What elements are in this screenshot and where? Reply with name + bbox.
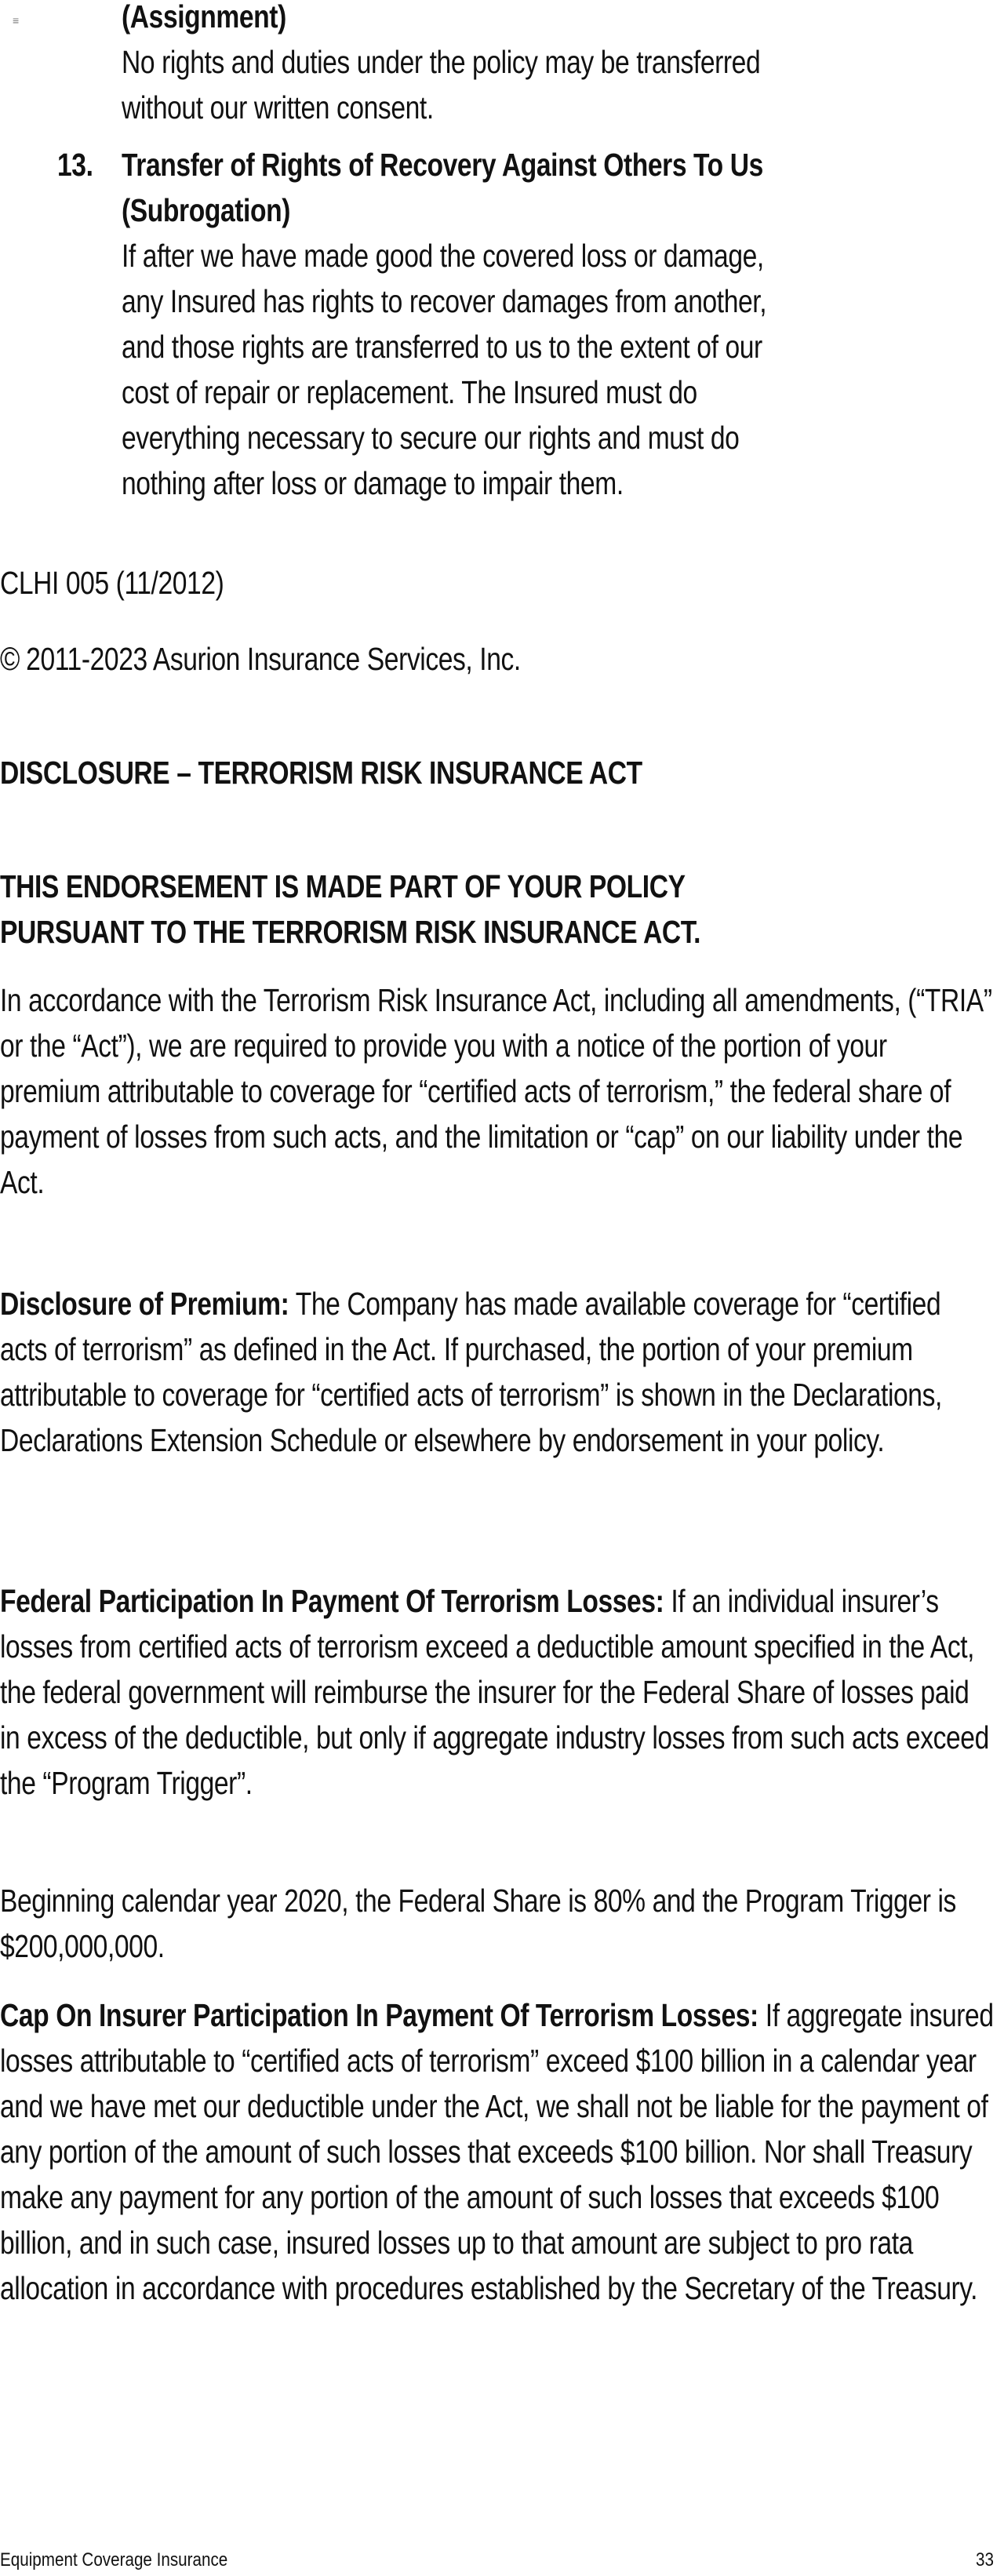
federal-label: Federal Participation In Payment Of Terrorism Losses: <box>0 1583 664 1619</box>
premium-label: Disclosure of Premium: <box>0 1286 289 1322</box>
year-paragraph: Beginning calendar year 2020, the Federal Share is 80% and the Program Trigger is $200,000,000. <box>0 1883 956 1964</box>
federal-body: If an individual insurer’s losses from certified acts of terrorism exceed a deductible amount specified in the Act, the federal government will reimburse the insurer for the Federal Share of losses paid in excess of the deductible, but only if aggregate industry losses from such acts exceed the “Program Trigger”. <box>0 1583 989 1801</box>
endorsement-heading-line-2: PURSUANT TO THE TERRORISM RISK INSURANCE ACT. <box>0 914 701 950</box>
subrogation-title-line-2: (Subrogation) <box>122 192 291 228</box>
premium-body: The Company has made available coverage for “certified acts of terrorism” as defined in the Act. If purchased, the portion of your premium attributable to coverage for “certified acts of terrorism” is shown in the Declarations, Declarations Extension Schedule or elsewhere by endorsement in your policy. <box>0 1286 942 1458</box>
footer-title: Equipment Coverage Insurance <box>0 2549 228 2571</box>
copyright-symbol: © <box>0 640 20 677</box>
cap-label: Cap On Insurer Participation In Payment Of Terrorism Losses: <box>0 1997 758 2033</box>
subrogation-title-line-1: Transfer of Rights of Recovery Against Others To Us <box>122 147 763 183</box>
premium-paragraph <box>0 1281 994 1463</box>
endorsement-heading-line-1: THIS ENDORSEMENT IS MADE PART OF YOUR POLICY <box>0 868 686 904</box>
federal-paragraph <box>0 1578 994 1806</box>
form-id: CLHI 005 (11/2012) <box>0 565 224 601</box>
section-number: 13. <box>57 147 93 183</box>
assignment-body: No rights and duties under the policy may be transferred without our written consent. <box>122 44 761 126</box>
intro-paragraph: In accordance with the Terrorism Risk Insurance Act, including all amendments, (“TRIA” or the “Act”), we are required to provide you with a notice of the portion of your premium attributable to coverage for “certified acts of terrorism,” the federal share of payment of losses from such acts, and the limitation or “cap” on our liability under the Act. <box>0 982 992 1200</box>
page-number: 33 <box>976 2549 994 2571</box>
cap-body: If aggregate insured losses attributable to “certified acts of terrorism” exceed $100 billion in a calendar year and we have met our deductible under the Act, we shall not be liable for the payment of any portion of the amount of such losses that exceeds $100 billion. Nor shall Treasury make any payment for any portion of the amount of such losses that exceeds $100 billion, and in such case, insured losses up to that amount are subject to pro rata allocation in accordance with procedures established by the Secretary of the Treasury. <box>0 1997 994 2306</box>
subrogation-body: If after we have made good the covered loss or damage, any Insured has rights to recover damages from another, and those rights are transferred to us to the extent of our cost of repair or replacement. The Insured must do everything necessary to secure our rights and must do nothing after loss or damage to impair them. <box>122 238 767 501</box>
cap-paragraph <box>0 1992 994 2311</box>
assignment-title: (Assignment) <box>122 0 286 35</box>
copyright-line <box>0 636 977 682</box>
copyright-text: 2011-2023 Asurion Insurance Services, Inc. <box>26 641 521 677</box>
disclosure-heading: DISCLOSURE – TERRORISM RISK INSURANCE ACT <box>0 755 642 791</box>
corner-mark: ≡ <box>13 14 20 27</box>
